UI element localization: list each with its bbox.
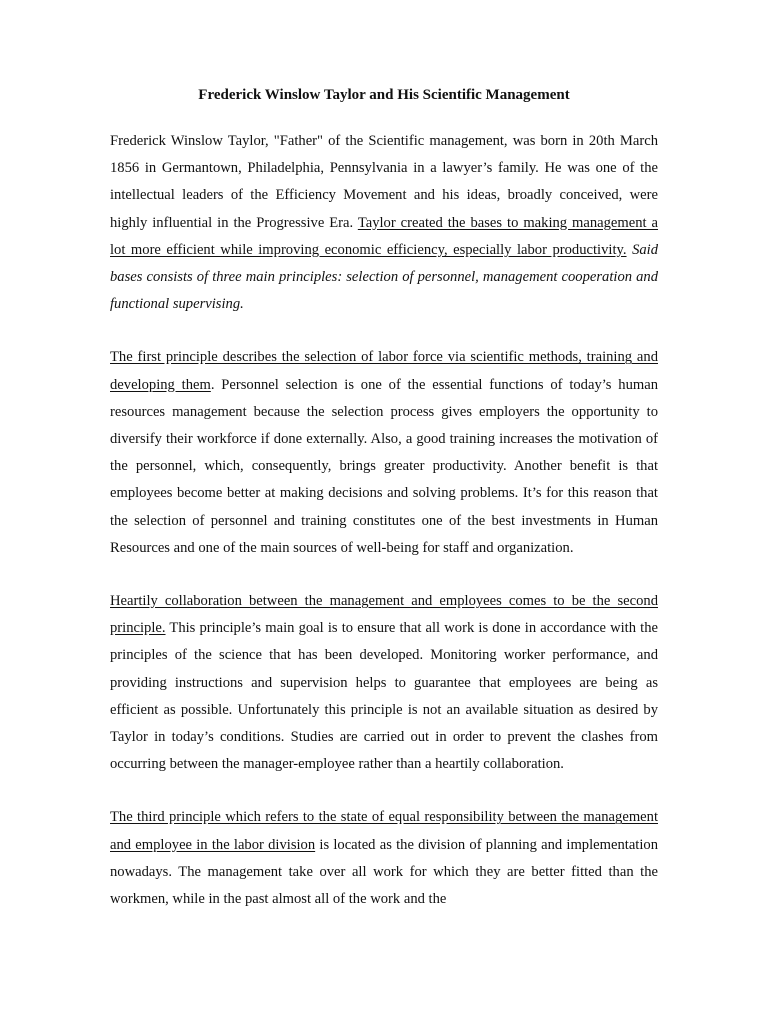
paragraph-third-principle-underlined: The third principle which refers to the state of equal responsibility between the management and employee in the labor division xyxy=(110,809,658,853)
paragraph-third-principle-text: is located as the division of planning and implementation nowadays. The management take over all work for which they are better fitted than the workmen, while in the past almost all of the work and the xyxy=(110,836,658,908)
paragraph-second-principle xyxy=(110,588,658,778)
document-page xyxy=(110,84,658,939)
paragraph-second-principle-underlined: Heartily collaboration between the management and employees comes to be the second principle. xyxy=(110,593,658,637)
paragraph-intro-text: Frederick Winslow Taylor, "Father" of the Scientific management, was born in 20th March 1856 in Germantown, Philadelphia, Pennsylvania in a lawyer’s family. He was one of the intellectual leaders of the Efficiency Movement and his ideas, broadly conceived, were highly influential in the Progressive Era. xyxy=(110,133,658,231)
paragraph-intro-italic: Said bases consists of three main principles: selection of personnel, management cooperation and functional supervising. xyxy=(110,241,659,313)
paragraph-first-principle-underlined: The first principle describes the selection of labor force via scientific methods, training and developing them xyxy=(110,349,658,393)
paragraph-third-principle xyxy=(110,804,658,913)
paragraph-intro-underlined: Taylor created the bases to making management a lot more efficient while improving economic efficiency, especially labor productivity. xyxy=(110,214,659,258)
paragraph-first-principle-text: . Personnel selection is one of the essential functions of today’s human resources management because the selection process gives employers the opportunity to diversify their workforce if done externally. Also, a good training increases the motivation of the personnel, which, consequently, brings greater productivity. Another benefit is that employees become better at making decisions and solving problems. It’s for this reason that the selection of personnel and training constitutes one of the best investments in Human Resources and one of the main sources of well-being for staff and organization. xyxy=(110,376,658,556)
paragraph-second-principle-text: This principle’s main goal is to ensure that all work is done in accordance with the principles of the science that has been developed. Monitoring worker performance, and providing instructions and supervision helps to guarantee that employees are being as efficient as possible. Unfortunately this principle is not an available situation as desired by Taylor in today’s conditions. Studies are carried out in order to prevent the clashes from occurring between the manager-employee rather than a heartily collaboration. xyxy=(110,620,658,773)
document-title: Frederick Winslow Taylor and His Scientific Management xyxy=(198,87,570,103)
paragraph-first-principle xyxy=(110,344,658,562)
paragraph-intro xyxy=(110,128,658,318)
